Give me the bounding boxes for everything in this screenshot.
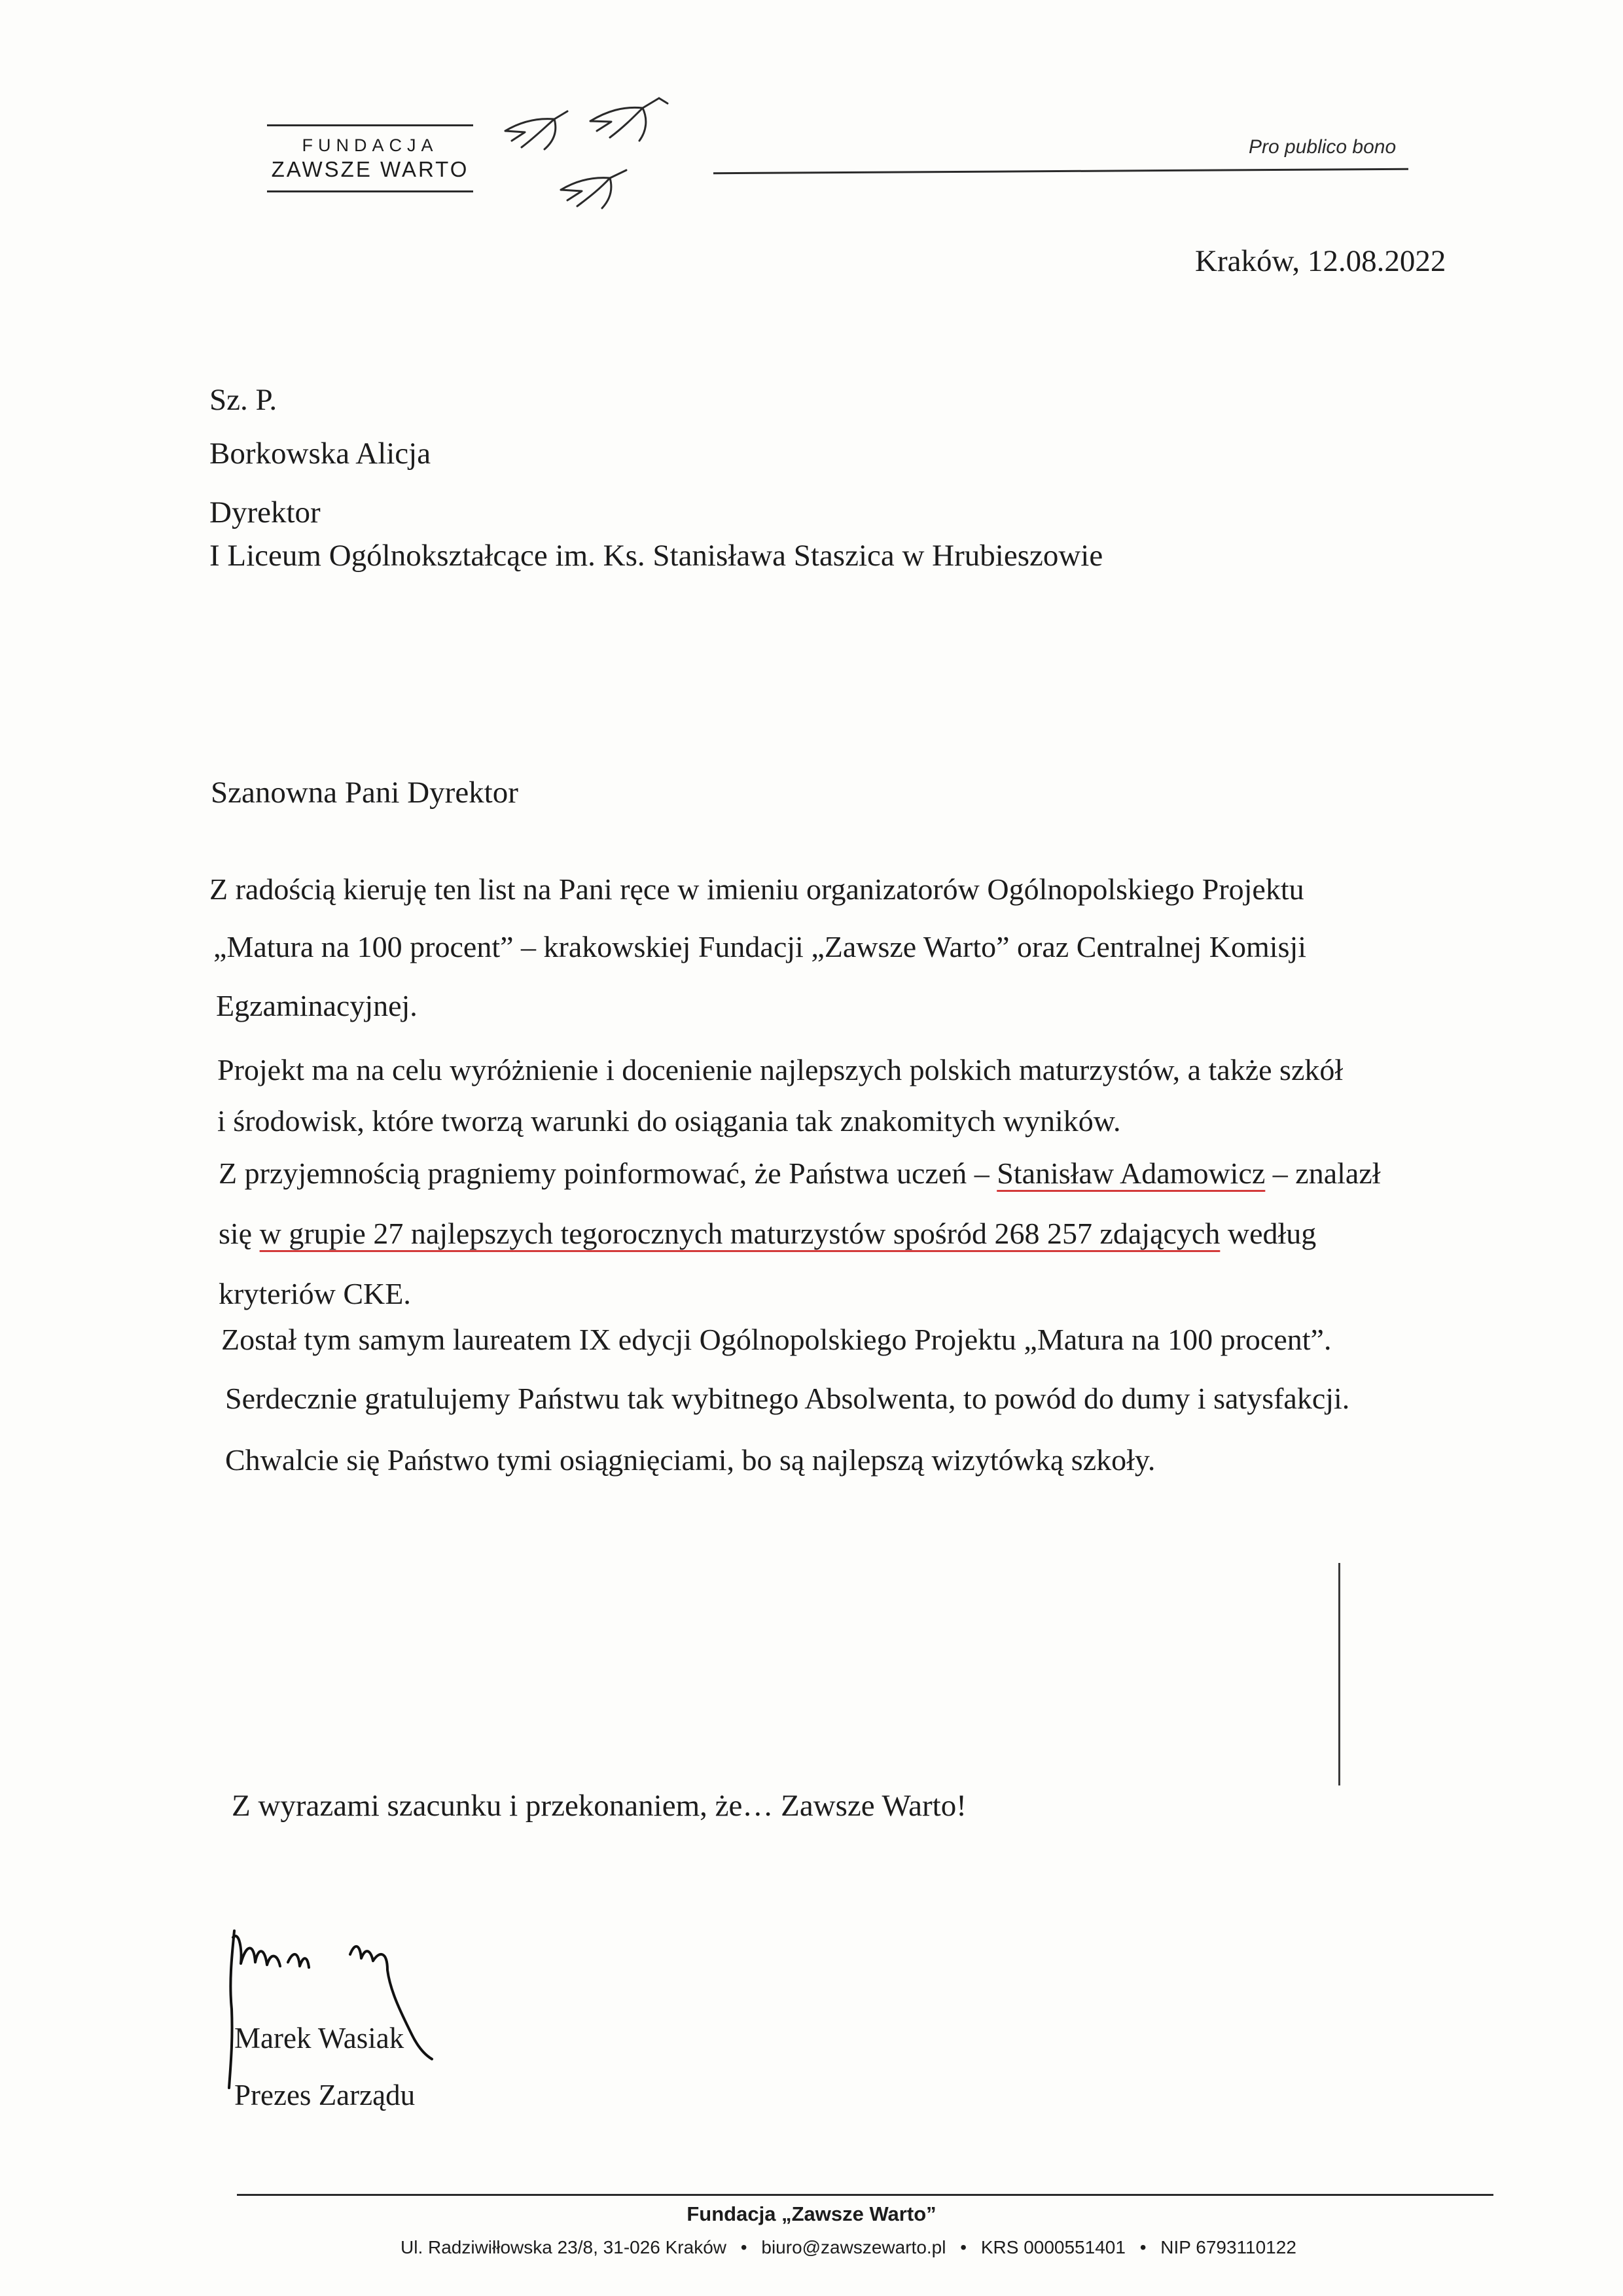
body-line: Serdecznie gratulujemy Państwu tak wybitnego Absolwenta, to powód do dumy i satysfakcji.: [225, 1382, 1350, 1415]
body-line: Został tym samym laureatem IX edycji Ogólnopolskiego Projektu „Matura na 100 procent”.: [221, 1323, 1332, 1356]
recipient-position: Dyrektor: [209, 495, 321, 529]
body-text: – znalazł: [1265, 1157, 1381, 1190]
body-line: „Matura na 100 procent” – krakowskiej Fundacji „Zawsze Warto” oraz Centralnej Komisji: [213, 930, 1307, 963]
body-line: [219, 1216, 1316, 1251]
body-text: się: [219, 1217, 260, 1250]
body-line: kryteriów CKE.: [219, 1277, 411, 1310]
footer-nip: NIP 6793110122: [1160, 2237, 1296, 2257]
body-line: Egzaminacyjnej.: [216, 989, 418, 1022]
footer-krs: KRS 0000551401: [980, 2237, 1126, 2257]
logo-line-fundacja: FUNDACJA: [302, 135, 438, 155]
logo-line-zawsze-warto: ZAWSZE WARTO: [271, 157, 469, 181]
recipient-name: Borkowska Alicja: [209, 437, 431, 471]
motto: Pro publico bono: [1249, 136, 1397, 158]
letter-date: Kraków, 12.08.2022: [1195, 244, 1446, 278]
body-line: Chwalcie się Państwo tymi osiągnięciami, bo są najlepszą wizytówką szkoły.: [225, 1443, 1156, 1477]
signatory-name: Marek Wasiak: [234, 2022, 404, 2054]
body-line: Z radością kieruję ten list na Pani ręce w imieniu organizatorów Ogólnopolskiego Projektu: [209, 872, 1304, 906]
footer-email[interactable]: biuro@zawszewarto.pl: [761, 2237, 946, 2257]
salutation: Szanowna Pani Dyrektor: [211, 776, 518, 810]
bullet-separator: •: [740, 2237, 747, 2257]
body-line: [219, 1156, 1381, 1191]
footer-address: Ul. Radziwiłłowska 23/8, 31-026 Kraków: [401, 2237, 726, 2257]
body-line: Projekt ma na celu wyróżnienie i docenienie najlepszych polskich maturzystów, a także szkół: [217, 1053, 1344, 1086]
bullet-separator: •: [960, 2237, 967, 2257]
student-name-highlight: Stanisław Adamowicz: [997, 1157, 1266, 1190]
closing-line: Z wyrazami szacunku i przekonaniem, że… Zawsze Warto!: [232, 1789, 967, 1823]
bullet-separator: •: [1139, 2237, 1147, 2257]
margin-mark: [1338, 1563, 1340, 1785]
header-rule: [713, 168, 1408, 174]
recipient-institution: I Liceum Ogólnokształcące im. Ks. Stanisława Staszica w Hrubieszowie: [209, 539, 1103, 573]
footer-contact: [401, 2237, 1296, 2258]
foundation-logo: [267, 124, 473, 192]
body-line: i środowisk, które tworzą warunki do osiągania tak znakomitych wyników.: [217, 1104, 1121, 1138]
swallows-logo-icon: [492, 92, 682, 223]
footer-rule: [237, 2194, 1493, 2196]
recipient-honorific: Sz. P.: [209, 383, 277, 417]
footer-org-name: Fundacja „Zawsze Warto”: [687, 2202, 936, 2225]
signatory-title: Prezes Zarządu: [234, 2079, 416, 2111]
body-text: według: [1220, 1217, 1317, 1250]
body-text: Z przyjemnością pragniemy poinformować, że Państwa uczeń –: [219, 1157, 997, 1190]
ranking-highlight: w grupie 27 najlepszych tegorocznych maturzystów spośród 268 257 zdających: [259, 1217, 1221, 1250]
